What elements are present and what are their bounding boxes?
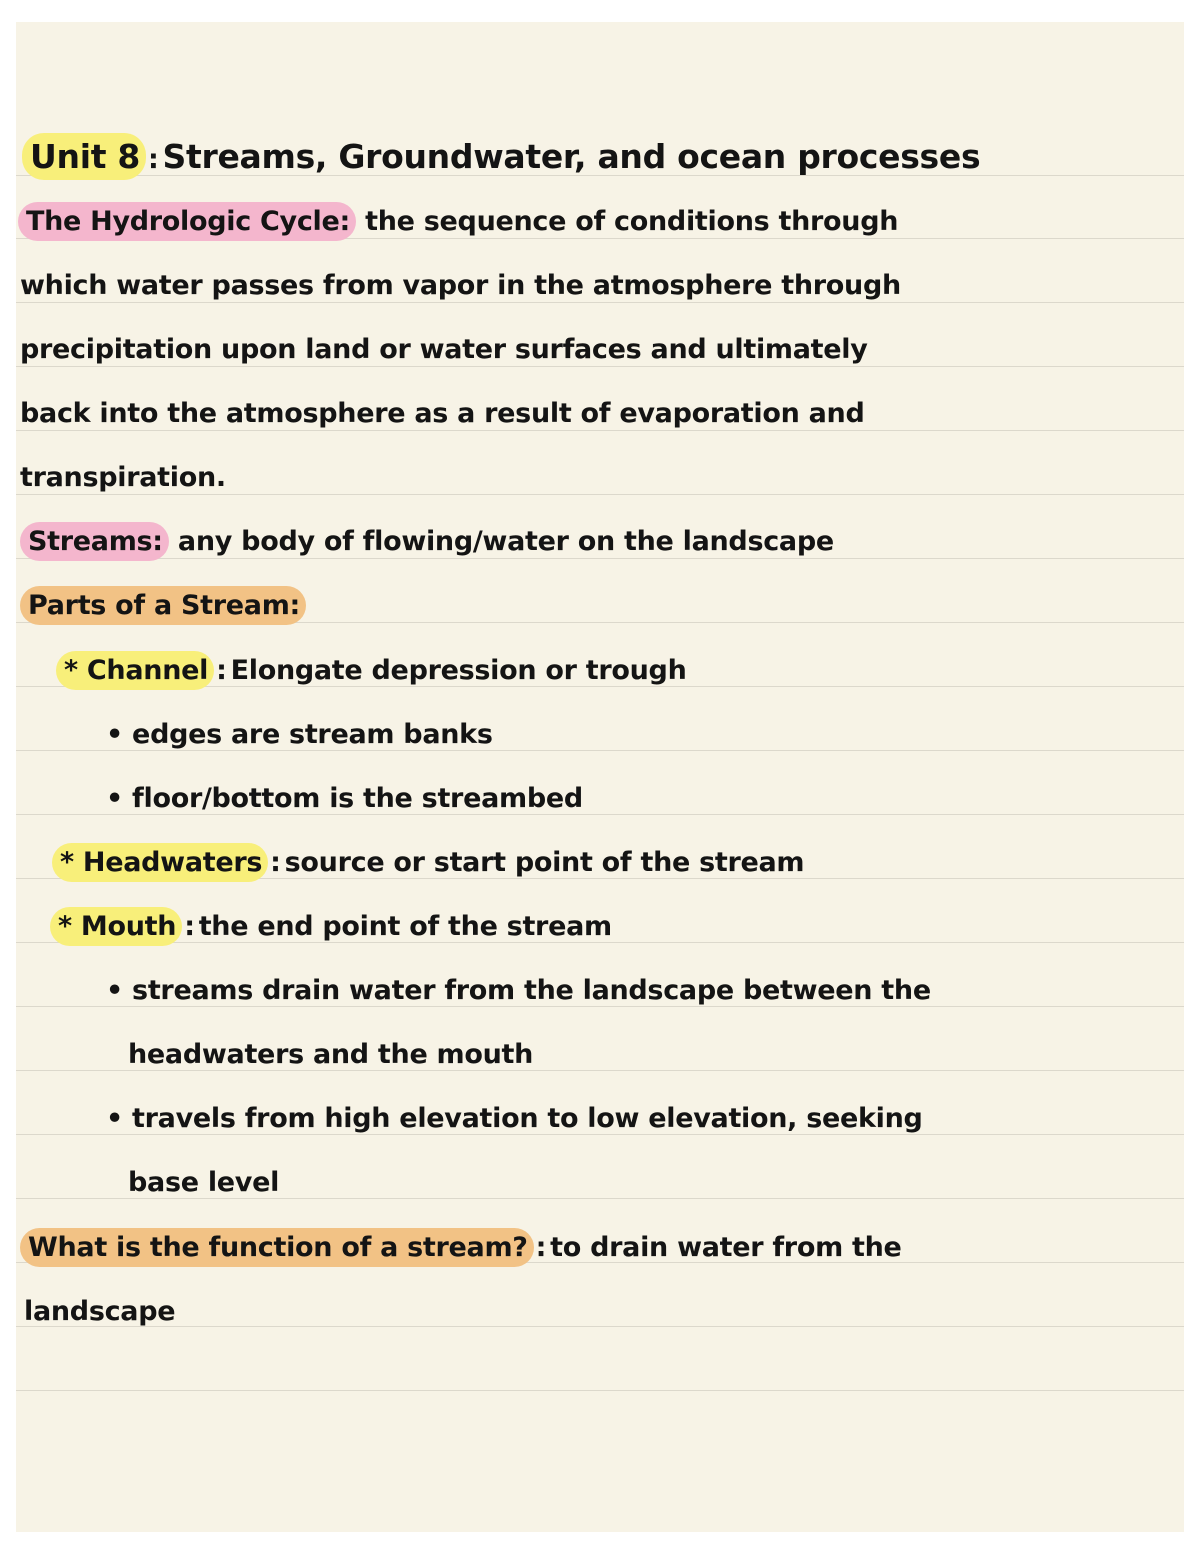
headwaters-line	[56, 833, 1184, 893]
function-line	[24, 1218, 1184, 1278]
hydrologic-term: The Hydrologic Cycle:	[18, 202, 356, 241]
function-answer: to drain water from the	[550, 1232, 902, 1263]
channel-bullet	[106, 769, 1184, 829]
hydrologic-line-1	[22, 192, 1184, 252]
mouth-bullet	[106, 1089, 1184, 1149]
bullet-text: base level	[128, 1167, 280, 1198]
bullet-text: • edges are stream banks	[106, 719, 493, 750]
hydrologic-line-2	[20, 256, 1184, 316]
bullet-text: • streams drain water from the landscape between the	[106, 975, 931, 1006]
hydrologic-text: the sequence of conditions through	[365, 206, 899, 237]
headwaters-definition: source or start point of the stream	[284, 847, 805, 878]
mouth-separator: :	[184, 911, 195, 942]
notebook-page	[16, 22, 1184, 1532]
hydrologic-line-3	[20, 320, 1184, 380]
mouth-bullet	[106, 961, 1184, 1021]
hydrologic-text: back into the atmosphere as a result of evaporation and	[20, 398, 865, 429]
bullet-text: • floor/bottom is the streambed	[106, 783, 583, 814]
headwaters-separator: :	[270, 847, 281, 878]
channel-term: * Channel	[56, 651, 214, 690]
mouth-term: * Mouth	[50, 907, 182, 946]
page-title	[26, 127, 1184, 187]
unit-label: Unit 8	[22, 133, 146, 180]
streams-line	[24, 512, 1184, 572]
title-separator: :	[148, 144, 159, 175]
headwaters-term: * Headwaters	[52, 843, 268, 882]
hydrologic-text: precipitation upon land or water surfaces and ultimately	[20, 334, 868, 365]
channel-definition: Elongate depression or trough	[230, 655, 687, 686]
bullet-text: headwaters and the mouth	[128, 1039, 534, 1070]
function-answer-continuation	[24, 1282, 1184, 1342]
bullet-text: • travels from high elevation to low elevation, seeking	[106, 1103, 923, 1134]
function-answer: landscape	[24, 1296, 176, 1327]
title-text: Streams, Groundwater, and ocean processes	[162, 137, 981, 176]
channel-separator: :	[216, 655, 227, 686]
function-question: What is the function of a stream?	[20, 1228, 534, 1267]
streams-term: Streams:	[20, 522, 169, 561]
mouth-bullet-continuation	[128, 1153, 1184, 1213]
mouth-definition: the end point of the stream	[198, 911, 612, 942]
hydrologic-text: which water passes from vapor in the atmosphere through	[20, 270, 901, 301]
hydrologic-line-4	[20, 384, 1184, 444]
hydrologic-line-5	[20, 448, 1184, 508]
function-separator: :	[535, 1232, 547, 1263]
mouth-line	[54, 897, 1184, 957]
mouth-bullet-continuation	[128, 1025, 1184, 1085]
parts-heading: Parts of a Stream:	[20, 586, 306, 625]
hydrologic-text: transpiration.	[20, 462, 226, 493]
parts-heading-line	[24, 576, 1184, 636]
streams-definition: any body of flowing/water on the landscape	[177, 526, 834, 557]
channel-line	[60, 641, 1184, 701]
ruled-line	[16, 1390, 1184, 1391]
channel-bullet	[106, 705, 1184, 765]
